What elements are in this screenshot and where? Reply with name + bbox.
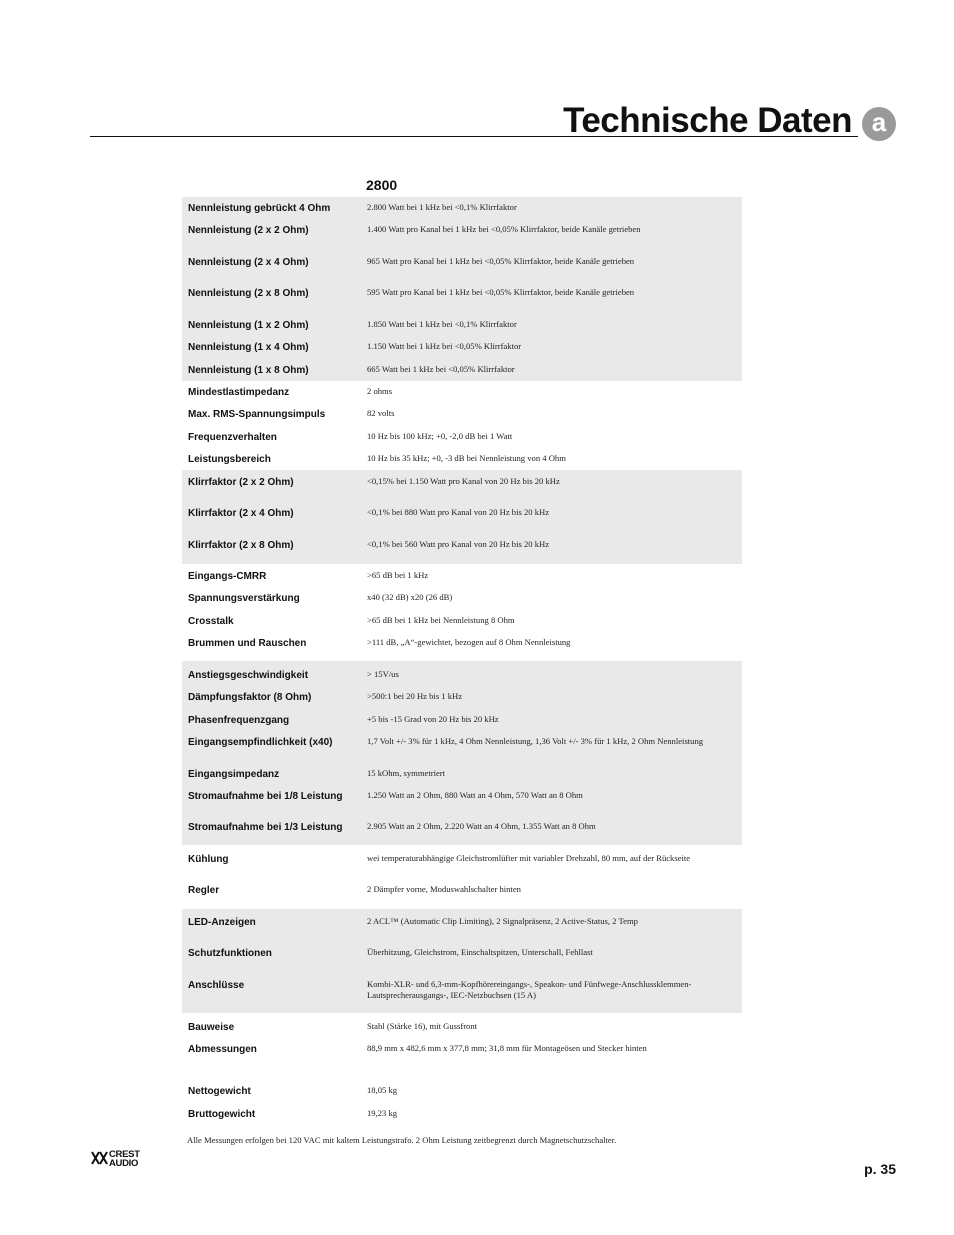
spec-value: 2.800 Watt bei 1 kHz bei <0,1% Klirrfaktor bbox=[367, 202, 517, 212]
spec-value: 82 volts bbox=[367, 408, 395, 418]
spec-value: 19,23 kg bbox=[367, 1108, 398, 1118]
spec-label: Anstiegsgeschwindigkeit bbox=[188, 670, 309, 681]
spec-label: Stromaufnahme bei 1/3 Leistung bbox=[188, 822, 343, 833]
spec-value: 1.850 Watt bei 1 kHz bei <0,1% Klirrfaktor bbox=[367, 319, 517, 329]
spec-label: Frequenzverhalten bbox=[188, 432, 277, 443]
spec-value: 2 ohms bbox=[367, 386, 393, 396]
spec-label: Regler bbox=[188, 885, 220, 896]
model-heading: 2800 bbox=[366, 177, 398, 193]
spec-label: Stromaufnahme bei 1/8 Leistung bbox=[188, 791, 343, 802]
spec-value: 10 Hz bis 100 kHz; +0, -2,0 dB bei 1 Watt bbox=[367, 431, 513, 441]
spec-value: 965 Watt pro Kanal bei 1 kHz bei <0,05% Klirrfaktor, beide Kanäle getrieben bbox=[367, 256, 635, 266]
spec-label: Nennleistung (2 x 4 Ohm) bbox=[188, 257, 309, 268]
spec-value: 18,05 kg bbox=[367, 1085, 398, 1095]
spec-label: Anschlüsse bbox=[188, 980, 245, 991]
spec-value: 10 Hz bis 35 kHz; +0, -3 dB bei Nennleistung von 4 Ohm bbox=[367, 453, 566, 463]
page-number: p. 35 bbox=[864, 1161, 896, 1177]
spec-value: <0,1% bei 880 Watt pro Kanal von 20 Hz bis 20 kHz bbox=[367, 507, 550, 517]
spec-label: Klirrfaktor (2 x 4 Ohm) bbox=[188, 508, 294, 519]
spec-value: >111 dB, „A“-gewichtet, bezogen auf 8 Ohm Nennleistung bbox=[367, 637, 571, 647]
spec-value: 1,7 Volt +/- 3% für 1 kHz, 4 Ohm Nennleistung, 1,36 Volt +/- 3% für 1 kHz, 2 Ohm Nennleistung bbox=[367, 736, 704, 746]
spec-label: Nennleistung (1 x 4 Ohm) bbox=[188, 342, 309, 353]
spec-label: Spannungsverstärkung bbox=[188, 593, 300, 604]
spec-value: >500:1 bei 20 Hz bis 1 kHz bbox=[367, 691, 463, 701]
spec-label: Eingangs-CMRR bbox=[188, 571, 267, 582]
spec-label: Bruttogewicht bbox=[188, 1109, 256, 1120]
spec-label: Mindestlastimpedanz bbox=[188, 387, 290, 398]
spec-value: <0,15% bei 1.150 Watt pro Kanal von 20 Hz bis 20 kHz bbox=[367, 476, 560, 486]
crest-logo-icon bbox=[91, 1150, 109, 1166]
footnote: Alle Messungen erfolgen bei 120 VAC mit kaltem Leistungstrafo. 2 Ohm Leistung zeitbegrenzt durch Magnetschutzschalter. bbox=[187, 1135, 617, 1145]
spec-value: >65 dB bei 1 kHz bei Nennleistung 8 Ohm bbox=[367, 615, 515, 625]
spec-value: 1.400 Watt pro Kanal bei 1 kHz bei <0,05% Klirrfaktor, beide Kanäle getrieben bbox=[367, 224, 641, 234]
spec-value: Überhitzung, Gleichstrom, Einschaltspitzen, Unterschall, Fehllast bbox=[367, 947, 593, 957]
spec-label: Crosstalk bbox=[188, 616, 234, 627]
spec-label: Eingangsempfindlichkeit (x40) bbox=[188, 737, 333, 748]
spec-value: x40 (32 dB) x20 (26 dB) bbox=[367, 592, 453, 602]
spec-value: >65 dB bei 1 kHz bbox=[367, 570, 429, 580]
spec-value: +5 bis -15 Grad von 20 Hz bis 20 kHz bbox=[367, 714, 499, 724]
spec-value: wei temperaturabhängige Gleichstromlüfter mit variabler Drehzahl, 80 mm, auf der Rückseite bbox=[367, 853, 691, 863]
section-badge: a bbox=[862, 107, 896, 141]
spec-label: Nennleistung (2 x 8 Ohm) bbox=[188, 288, 309, 299]
spec-value: 15 kOhm, symmetriert bbox=[367, 768, 446, 778]
spec-label: Bauweise bbox=[188, 1022, 235, 1033]
spec-label: Abmessungen bbox=[188, 1044, 257, 1055]
spec-label: Nennleistung (1 x 8 Ohm) bbox=[188, 365, 309, 376]
spec-label: Phasenfrequenzgang bbox=[188, 715, 290, 726]
spec-value: Kombi-XLR- und 6,3-mm-Kopfhörereingangs-, Speakon- und Fünfwege-Anschlussklemmen-Lautsprecherausgangs-, IEC-Netzbuchsen (15 A) bbox=[367, 979, 692, 1000]
spec-value: > 15V/us bbox=[367, 669, 399, 679]
spec-value: Stahl (Stärke 16), mit Gussfront bbox=[367, 1021, 478, 1031]
spec-label: Dämpfungsfaktor (8 Ohm) bbox=[188, 692, 312, 703]
spec-label: Schutzfunktionen bbox=[188, 948, 272, 959]
page-title: Technische Daten bbox=[563, 101, 852, 140]
spec-label: Max. RMS-Spannungsimpuls bbox=[188, 409, 326, 420]
spec-value: 2.905 Watt an 2 Ohm, 2.220 Watt an 4 Ohm, 1.355 Watt an 8 Ohm bbox=[367, 821, 596, 831]
spec-value: 88,9 mm x 482,6 mm x 377,8 mm; 31,8 mm für Montageösen und Stecker hinten bbox=[367, 1043, 647, 1053]
logo-line-1: CREST bbox=[109, 1149, 140, 1160]
spec-value: 665 Watt bei 1 kHz bei <0,05% Klirrfaktor bbox=[367, 364, 515, 374]
logo-line-2: AUDIO bbox=[109, 1158, 139, 1169]
spec-value: 2 Dämpfer vorne, Moduswahlschalter hinten bbox=[367, 884, 521, 894]
spec-label: Klirrfaktor (2 x 2 Ohm) bbox=[188, 477, 294, 488]
crest-audio-logo bbox=[91, 1150, 163, 1170]
spec-label: Nettogewicht bbox=[188, 1086, 251, 1097]
spec-value: 595 Watt pro Kanal bei 1 kHz bei <0,05% Klirrfaktor, beide Kanäle getrieben bbox=[367, 287, 635, 297]
spec-label: Klirrfaktor (2 x 8 Ohm) bbox=[188, 540, 294, 551]
spec-label: Nennleistung gebrückt 4 Ohm bbox=[188, 203, 331, 214]
spec-label: Kühlung bbox=[188, 854, 229, 865]
spec-value: <0,1% bei 560 Watt pro Kanal von 20 Hz bis 20 kHz bbox=[367, 539, 550, 549]
spec-value: 1.250 Watt an 2 Ohm, 880 Watt an 4 Ohm, 570 Watt an 8 Ohm bbox=[367, 790, 583, 800]
spec-label: Leistungsbereich bbox=[188, 454, 271, 465]
spec-value: 1.150 Watt bei 1 kHz bei <0,05% Klirrfaktor bbox=[367, 341, 522, 351]
spec-group-performance bbox=[182, 661, 742, 845]
spec-label: Brummen und Rauschen bbox=[188, 638, 307, 649]
spec-label: Nennleistung (2 x 2 Ohm) bbox=[188, 225, 309, 236]
spec-label: Nennleistung (1 x 2 Ohm) bbox=[188, 320, 309, 331]
spec-label: Eingangsimpedanz bbox=[188, 769, 280, 780]
spec-label: LED-Anzeigen bbox=[188, 917, 256, 928]
spec-value: 2 ACL™ (Automatic Clip Limiting), 2 Signalpräsenz, 2 Active-Status, 2 Temp bbox=[367, 916, 638, 926]
